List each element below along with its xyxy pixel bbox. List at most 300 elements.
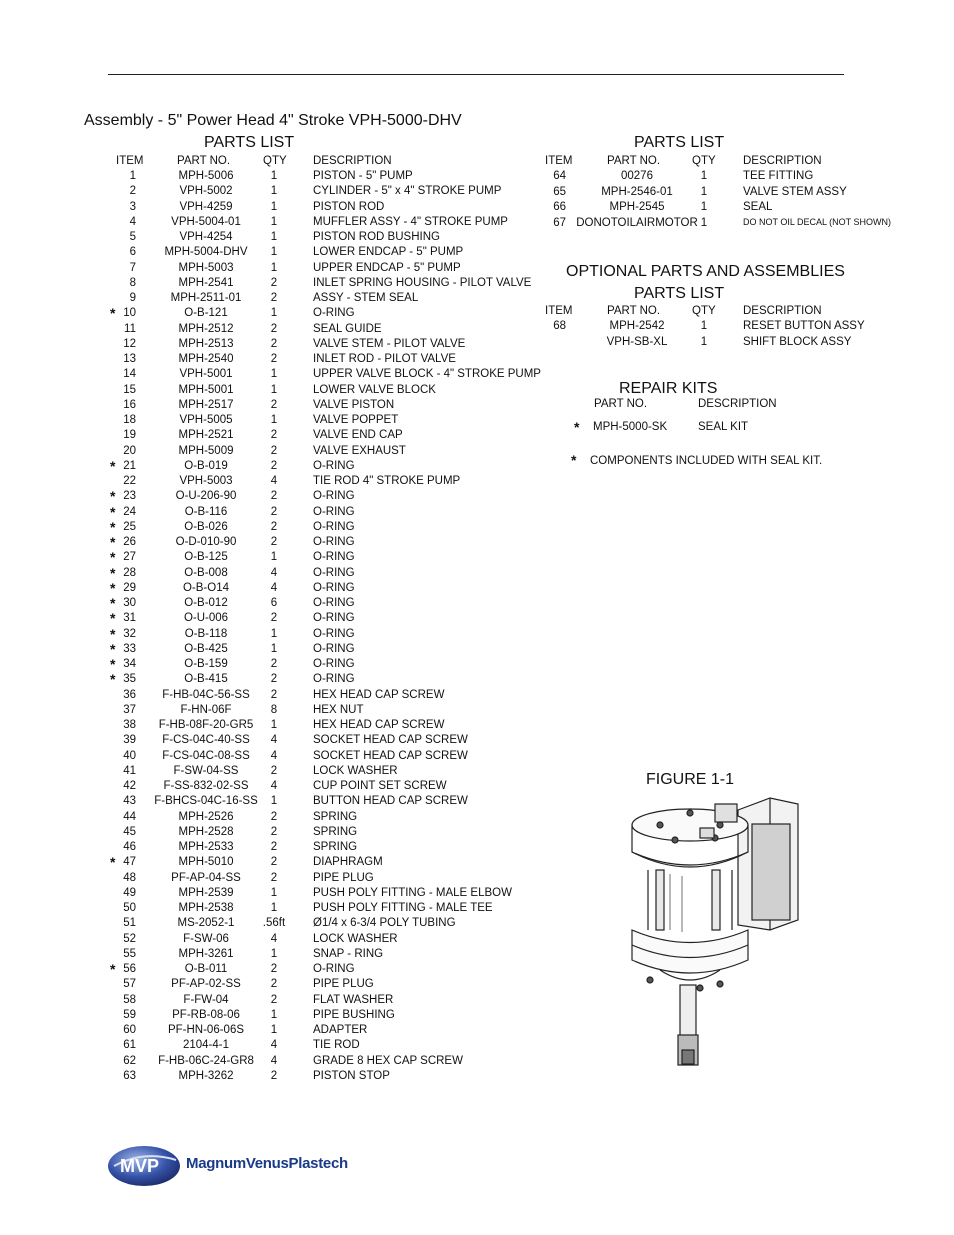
row-qty: 2	[270, 658, 278, 670]
row-star: *	[110, 488, 116, 505]
row-part-no: PF-AP-02-SS	[171, 978, 241, 991]
table-row	[110, 1039, 570, 1054]
row-qty: 2	[270, 825, 278, 838]
row-item: 38	[123, 719, 136, 731]
row-item: 22	[123, 475, 136, 487]
table-row	[110, 457, 570, 475]
row-item: 48	[123, 871, 136, 884]
row-description: O-RING	[313, 627, 355, 640]
table-row	[110, 795, 570, 810]
row-item: 66	[553, 201, 566, 213]
row-item: 60	[123, 1024, 136, 1036]
row-item: 33	[123, 642, 136, 655]
row-qty: 2	[270, 993, 278, 1006]
row-description: SHIFT BLOCK ASSY	[743, 335, 852, 348]
table-row	[110, 277, 570, 292]
row-part-no: MPH-2542	[609, 320, 665, 332]
row-part-no: VPH-5005	[179, 414, 233, 426]
row-item: 1	[129, 170, 136, 182]
table-row	[110, 246, 570, 261]
row-item: 68	[553, 320, 566, 332]
row-item: 34	[123, 658, 136, 670]
row-description: SEAL GUIDE	[313, 322, 382, 335]
left-parts-list-rows	[110, 170, 573, 1085]
row-description: SPRING	[313, 841, 358, 853]
row-description: SEAL	[743, 201, 773, 213]
table-row	[545, 170, 954, 185]
row-item: 40	[123, 749, 136, 762]
row-item: 2	[129, 185, 136, 198]
optional-parts-subheading: PARTS LIST	[634, 285, 725, 302]
seal-kit-note: COMPONENTS INCLUDED WITH SEAL KIT.	[590, 455, 823, 467]
page-title: Assembly - 5" Power Head 4" Stroke VPH-5000-DHV	[84, 112, 462, 129]
table-row	[110, 933, 570, 948]
row-item: 11	[124, 322, 136, 335]
table-row	[110, 323, 570, 338]
row-item: 30	[123, 597, 136, 609]
table-row	[110, 689, 570, 704]
repair-kits-heading: REPAIR KITS	[619, 380, 718, 397]
row-qty: 1	[700, 335, 708, 348]
row-qty: 4	[270, 780, 278, 792]
row-part-no: F-CS-04C-40-SS	[162, 734, 250, 747]
row-part-no: MPH-2545	[609, 201, 665, 213]
table-row	[110, 887, 570, 902]
table-row	[110, 765, 570, 780]
row-description: RESET BUTTON ASSY	[743, 320, 865, 332]
row-description: TIE ROD	[313, 1039, 360, 1052]
table-row	[110, 1070, 570, 1085]
row-description: PISTON - 5" PUMP	[313, 170, 413, 182]
row-qty: 1	[270, 246, 278, 259]
row-item: 9	[129, 292, 136, 304]
row-item: 6	[129, 246, 136, 259]
row-qty: 1	[270, 200, 278, 213]
header-description: DESCRIPTION	[743, 155, 822, 167]
row-description: INLET SPRING HOUSING - PILOT VALVE	[313, 276, 532, 289]
row-part-no: O-B-121	[184, 307, 228, 320]
row-qty: 2	[270, 536, 278, 548]
table-row	[110, 750, 570, 765]
row-description: ASSY - STEM SEAL	[313, 292, 419, 304]
row-description: O-RING	[313, 658, 355, 670]
row-part-no: O-B-116	[184, 505, 228, 518]
row-part-no: O-B-026	[184, 520, 228, 533]
row-qty: 4	[270, 581, 278, 594]
repair-header-part-no: PART NO.	[594, 398, 648, 410]
row-part-no: MPH-2528	[178, 825, 234, 838]
table-row	[110, 826, 570, 841]
row-part-no: F-SW-04-SS	[173, 764, 239, 777]
header-qty: QTY	[692, 305, 716, 317]
row-qty: 2	[270, 490, 278, 503]
row-description: PIPE PLUG	[313, 871, 374, 884]
row-part-no: MPH-5010	[178, 856, 234, 869]
row-part-no: O-B-008	[184, 566, 228, 579]
table-row	[545, 201, 954, 216]
table-row	[110, 429, 570, 444]
row-description: PIPE PLUG	[313, 978, 374, 991]
repair-kit-star: *	[574, 419, 580, 435]
row-item: 19	[123, 429, 136, 442]
row-description: MUFFLER ASSY - 4" STROKE PUMP	[313, 215, 508, 228]
table-row	[110, 1009, 570, 1024]
row-item: 39	[123, 734, 136, 747]
row-part-no: MPH-2541	[178, 276, 234, 289]
row-qty: 2	[270, 856, 278, 869]
row-part-no: F-SS-832-02-SS	[163, 780, 249, 792]
row-item: 61	[123, 1039, 136, 1052]
row-item: 56	[123, 963, 136, 975]
table-row	[545, 336, 954, 351]
row-description: CUP POINT SET SCREW	[313, 780, 447, 792]
row-description: DO NOT OIL DECAL (NOT SHOWN)	[743, 216, 892, 227]
row-qty: 2	[270, 505, 278, 518]
table-row	[110, 445, 570, 460]
row-qty: 1	[270, 795, 278, 808]
row-part-no: MPH-2511-01	[170, 292, 242, 304]
pump-assembly-drawing	[620, 790, 800, 1075]
row-description: UPPER ENDCAP - 5" PUMP	[313, 261, 461, 274]
row-part-no: MPH-2538	[178, 902, 234, 914]
row-part-no: MPH-2513	[178, 337, 234, 350]
row-part-no: O-U-206-90	[175, 490, 237, 503]
row-description: PUSH POLY FITTING - MALE ELBOW	[313, 886, 512, 899]
row-item: 20	[123, 444, 136, 457]
row-qty: 1	[270, 261, 278, 274]
table-row	[110, 917, 570, 932]
row-item: 42	[123, 780, 136, 792]
row-part-no: MPH-2533	[178, 841, 234, 853]
row-description: VALVE PISTON	[313, 398, 395, 411]
row-star: *	[110, 610, 116, 627]
row-qty: 2	[270, 978, 278, 991]
row-star: *	[110, 595, 116, 611]
row-description: HEX HEAD CAP SCREW	[313, 688, 445, 701]
table-row	[110, 231, 570, 246]
right-parts-list-rows	[545, 170, 945, 232]
left-parts-list-heading: PARTS LIST	[204, 134, 295, 151]
header-part-no: PART NO.	[607, 305, 661, 317]
row-star: *	[110, 961, 116, 977]
row-description: SOCKET HEAD CAP SCREW	[313, 734, 468, 747]
table-row	[110, 948, 570, 963]
header-qty: QTY	[263, 155, 287, 167]
header-description: DESCRIPTION	[743, 305, 822, 317]
row-description: GRADE 8 HEX CAP SCREW	[313, 1054, 463, 1067]
row-item: 57	[123, 978, 136, 991]
row-qty: 2	[270, 764, 278, 777]
row-item: 62	[123, 1054, 136, 1067]
row-qty: 4	[270, 475, 278, 487]
left-parts-list-header-row	[110, 155, 573, 170]
row-qty: 1	[270, 414, 278, 426]
row-part-no: O-B-125	[184, 551, 228, 564]
row-part-no: VPH-4259	[179, 200, 233, 213]
row-qty: 2	[270, 1069, 278, 1082]
table-row	[110, 564, 570, 582]
row-qty: 1	[270, 170, 278, 182]
row-part-no: MPH-5004-DHV	[164, 246, 248, 259]
row-part-no: MPH-5006	[178, 170, 234, 182]
header-part-no: PART NO.	[607, 155, 661, 167]
row-item: 25	[123, 520, 136, 533]
table-row	[110, 719, 570, 734]
row-item: 64	[553, 170, 566, 182]
row-description: ADAPTER	[313, 1024, 368, 1036]
repair-kit-description: SEAL KIT	[698, 421, 749, 433]
row-qty: 2	[270, 871, 278, 884]
table-row	[110, 625, 570, 643]
row-qty: 2	[270, 459, 278, 472]
row-part-no: MPH-2521	[178, 429, 234, 442]
row-item: 45	[123, 825, 136, 838]
row-star: *	[110, 564, 116, 581]
row-item: 12	[123, 337, 136, 350]
table-row	[110, 1055, 570, 1070]
table-row	[110, 856, 570, 871]
table-row	[110, 490, 570, 505]
table-row	[110, 780, 570, 795]
brand-name: MagnumVenusPlastech	[186, 1155, 348, 1172]
row-star: *	[110, 534, 116, 550]
row-item: 67	[553, 216, 566, 229]
row-description: UPPER VALVE BLOCK - 4" STROKE PUMP	[313, 368, 541, 381]
row-description: VALVE STEM ASSY	[743, 185, 847, 198]
row-item: 50	[123, 902, 136, 914]
row-star: *	[110, 656, 116, 672]
row-star: *	[110, 305, 116, 322]
row-part-no: DONOTOILAIRMOTOR	[576, 216, 698, 229]
row-part-no: O-B-415	[184, 673, 228, 686]
row-description: HEX HEAD CAP SCREW	[313, 719, 445, 731]
table-row	[110, 841, 570, 856]
row-description: VALVE EXHAUST	[313, 444, 406, 457]
row-item: 46	[123, 841, 136, 853]
row-qty: 2	[270, 398, 278, 411]
row-part-no: MPH-5003	[178, 261, 234, 274]
table-row	[110, 353, 570, 368]
row-description: BUTTON HEAD CAP SCREW	[313, 795, 468, 808]
row-part-no: VPH-5001	[179, 368, 233, 381]
row-item: 43	[123, 795, 136, 808]
row-qty: 2	[270, 963, 278, 975]
row-part-no: O-B-O14	[182, 581, 229, 594]
table-row	[110, 612, 570, 627]
row-item: 41	[123, 764, 136, 777]
table-row	[110, 902, 570, 917]
row-qty: 1	[270, 551, 278, 564]
row-description: INLET ROD - PILOT VALVE	[313, 353, 456, 365]
row-qty: 2	[270, 810, 278, 823]
row-item: 16	[123, 398, 136, 411]
table-row	[110, 734, 570, 749]
table-row	[110, 597, 570, 612]
table-row	[110, 536, 570, 551]
row-item: 44	[123, 810, 136, 823]
table-row	[110, 368, 570, 383]
row-description: PISTON ROD BUSHING	[313, 231, 440, 243]
table-row	[110, 704, 570, 719]
header-item: ITEM	[545, 155, 573, 167]
row-part-no: O-B-425	[184, 642, 228, 655]
table-row	[110, 673, 570, 688]
row-part-no: VPH-5003	[179, 475, 233, 487]
row-part-no: VPH-5004-01	[171, 215, 241, 228]
table-row	[110, 399, 570, 414]
row-item: 3	[129, 200, 136, 213]
row-description: O-RING	[313, 566, 355, 579]
row-description: TEE FITTING	[743, 170, 814, 182]
table-row	[110, 963, 570, 978]
row-qty: 1	[700, 185, 708, 198]
row-part-no: VPH-SB-XL	[606, 335, 668, 348]
row-part-no: MS-2052-1	[177, 917, 235, 930]
table-row	[110, 475, 570, 490]
row-part-no: F-HB-08F-20-GR5	[158, 719, 254, 731]
header-qty: QTY	[692, 155, 716, 167]
row-part-no: MPH-2539	[178, 886, 234, 899]
row-star: *	[110, 549, 116, 566]
row-part-no: O-B-012	[184, 597, 228, 609]
header-item: ITEM	[116, 155, 144, 167]
row-description: O-RING	[313, 520, 355, 533]
row-item: 36	[123, 688, 136, 701]
row-description: CYLINDER - 5" x 4" STROKE PUMP	[313, 185, 502, 198]
row-qty: 2	[270, 688, 278, 701]
row-qty: 1	[270, 627, 278, 640]
row-part-no: F-SW-06	[183, 932, 229, 945]
row-description: O-RING	[313, 963, 355, 975]
row-part-no: MPH-5001	[178, 383, 234, 396]
row-item: 24	[123, 505, 136, 518]
table-row	[110, 518, 570, 536]
table-row	[110, 170, 570, 185]
row-description: DIAPHRAGM	[313, 856, 383, 869]
row-qty: 2	[270, 673, 278, 686]
header-item: ITEM	[545, 305, 573, 317]
row-qty: 1	[270, 642, 278, 655]
table-row	[110, 811, 570, 826]
row-qty: 1	[270, 1008, 278, 1021]
row-qty: 2	[270, 429, 278, 442]
row-part-no: O-B-011	[184, 963, 228, 975]
row-description: O-RING	[313, 505, 355, 518]
row-description: SNAP - RING	[313, 947, 384, 960]
row-qty: 1	[270, 368, 278, 381]
row-qty: 6	[270, 597, 278, 609]
optional-parts-heading: OPTIONAL PARTS AND ASSEMBLIES	[566, 263, 845, 280]
row-item: 4	[129, 215, 136, 228]
row-item: 5	[129, 231, 136, 243]
row-star: *	[110, 854, 116, 871]
row-part-no: MPH-2540	[178, 353, 234, 365]
row-item: 37	[123, 703, 136, 716]
row-item: 49	[123, 886, 136, 899]
right-parts-list-heading: PARTS LIST	[634, 134, 725, 151]
row-qty: 2	[270, 353, 278, 365]
row-description: Ø1/4 x 6-3/4 POLY TUBING	[313, 917, 456, 930]
table-row	[110, 185, 570, 200]
row-star: *	[110, 640, 116, 657]
row-part-no: PF-AP-04-SS	[171, 871, 241, 884]
row-item: 18	[123, 414, 136, 426]
row-description: VALVE STEM - PILOT VALVE	[313, 337, 466, 350]
row-item: 8	[129, 276, 136, 289]
row-part-no: F-HB-06C-24-GR8	[158, 1054, 254, 1067]
row-qty: 2	[270, 337, 278, 350]
row-part-no: VPH-4254	[179, 231, 233, 243]
row-description: O-RING	[313, 551, 355, 564]
row-description: PUSH POLY FITTING - MALE TEE	[313, 902, 493, 914]
row-description: TIE ROD 4" STROKE PUMP	[313, 475, 461, 487]
row-description: O-RING	[313, 612, 355, 625]
row-qty: 2	[270, 841, 278, 853]
row-item: 51	[123, 917, 136, 930]
header-part-no: PART NO.	[177, 155, 231, 167]
row-part-no: F-HN-06F	[180, 703, 232, 716]
row-star: *	[110, 625, 116, 642]
row-item: 23	[123, 490, 136, 503]
row-qty: 8	[270, 703, 278, 716]
row-item: 27	[123, 551, 136, 564]
row-qty: 4	[270, 566, 278, 579]
row-item: 47	[123, 856, 136, 869]
row-item: 55	[123, 947, 136, 960]
row-part-no: MPH-2526	[178, 810, 234, 823]
header-description: DESCRIPTION	[313, 155, 392, 167]
figure-caption: FIGURE 1-1	[646, 771, 735, 788]
optional-parts-header-row	[545, 305, 945, 320]
table-row	[110, 262, 570, 277]
table-row	[110, 384, 570, 399]
table-row	[545, 217, 954, 232]
row-qty: 1	[270, 1024, 278, 1036]
row-part-no: MPH-5009	[178, 444, 234, 457]
table-row	[110, 414, 570, 429]
row-description: SOCKET HEAD CAP SCREW	[313, 749, 468, 762]
table-row	[545, 320, 954, 335]
row-item: 10	[123, 307, 136, 320]
row-qty: 2	[270, 292, 278, 304]
logo-mark-text: MVP	[120, 1156, 160, 1176]
row-qty: .56ft	[262, 917, 286, 930]
row-item: 7	[129, 261, 136, 274]
row-description: PIPE BUSHING	[313, 1008, 395, 1021]
table-row	[110, 305, 573, 322]
row-star: *	[110, 518, 116, 535]
table-row	[110, 292, 570, 307]
row-part-no: PF-RB-08-06	[172, 1008, 240, 1021]
row-qty: 1	[270, 902, 278, 914]
row-qty: 1	[270, 719, 278, 731]
row-part-no: MPH-3262	[178, 1069, 234, 1082]
table-row	[110, 503, 570, 521]
seal-kit-note-star: *	[571, 452, 577, 468]
row-part-no: F-FW-04	[183, 993, 229, 1006]
row-part-no: O-D-010-90	[175, 536, 237, 548]
row-description: VALVE END CAP	[313, 429, 403, 442]
row-part-no: MPH-2546-01	[601, 185, 673, 198]
table-row	[545, 186, 954, 201]
row-part-no: 00276	[621, 170, 653, 182]
row-description: FLAT WASHER	[313, 993, 394, 1006]
table-row	[110, 640, 570, 658]
row-qty: 4	[270, 749, 278, 762]
row-description: O-RING	[313, 459, 355, 472]
row-qty: 4	[270, 1039, 278, 1052]
row-item: 31	[123, 612, 136, 625]
